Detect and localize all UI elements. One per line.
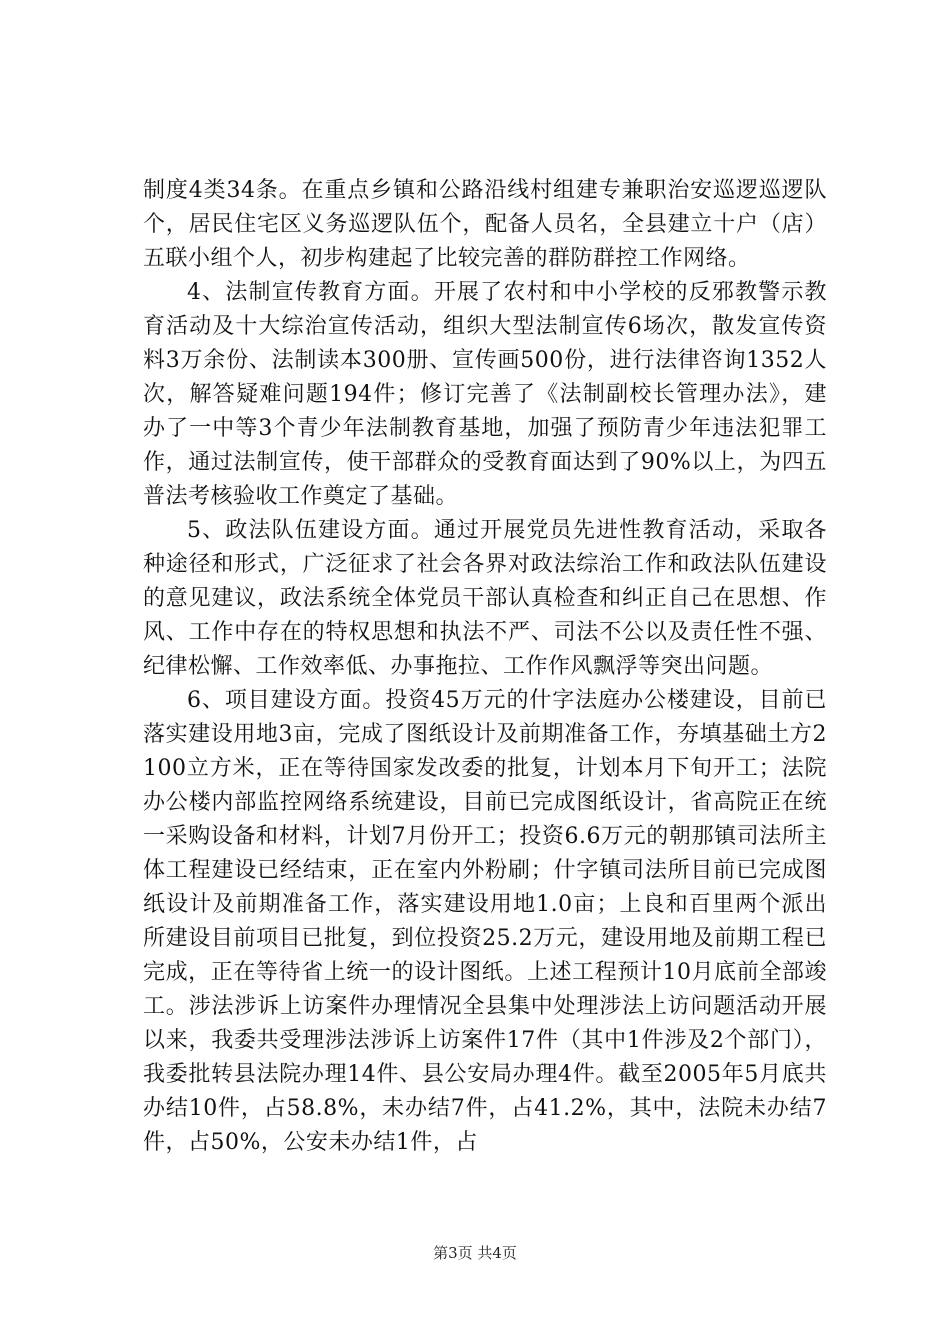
paragraph-1: 制度4类34条。在重点乡镇和公路沿线村组建专兼职治安巡逻巡逻队个，居民住宅区义务巡逻队伍个，配备人员名，全县建立十户（店）五联小组个人，初步构建起了比较完善的群防群控工作网络。: [143, 178, 827, 271]
paragraph-3: 5、政法队伍建设方面。通过开展党员先进性教育活动，采取各种途径和形式，广泛征求了社会各界对政法综治工作和政法队伍建设的意见建议，政法系统全体党员干部认真检查和纠正自己在思想、作风、工作中存在的特权思想和执法不严、司法不公以及责任性不强、纪律松懈、工作效率低、办事拖拉、工作作风飘浮等突出问题。: [143, 518, 827, 679]
document-body: [143, 174, 827, 1160]
paragraph-4: 6、项目建设方面。投资45万元的什字法庭办公楼建设，目前已落实建设用地3亩，完成了图纸设计及前期准备工作，夯填基础土方2100立方米，正在等待国家发改委的批复，计划本月下旬开工；法院办公楼内部监控网络系统建设，目前已完成图纸设计，省高院正在统一采购设备和材料，计划7月份开工；投资6.6万元的朝那镇司法所主体工程建设已经结束，正在室内外粉刷；什字镇司法所目前已完成图纸设计及前期准备工作，落实建设用地1.0亩；上良和百里两个派出所建设目前项目已批复，到位投资25.2万元，建设用地及前期工程已完成，正在等待省上统一的设计图纸。上述工程预计10月底前全部竣工。涉法涉诉上访案件办理情况全县集中处理涉法上访问题活动开展以来，我委共受理涉法涉诉上访案件17件（其中1件涉及2个部门），我委批转县法院办理14件、县公安局办理4件。截至2005年5月底共办结10件，占58.8%，未办结7件，占41.2%，其中，法院未办结7件，占50%，公安未办结1件，占: [143, 688, 827, 1155]
paragraph-2: 4、法制宣传教育方面。开展了农村和中小学校的反邪教警示教育活动及十大综治宣传活动，组织大型法制宣传6场次，散发宣传资料3万余份、法制读本300册、宣传画500份，进行法律咨询1352人次，解答疑难问题194件；修订完善了《法制副校长管理办法》，建办了一中等3个青少年法制教育基地，加强了预防青少年违法犯罪工作，通过法制宣传，使干部群众的受教育面达到了90%以上，为四五普法考核验收工作奠定了基础。: [143, 280, 827, 509]
page-number-footer: 第3页 共4页: [433, 1244, 517, 1262]
